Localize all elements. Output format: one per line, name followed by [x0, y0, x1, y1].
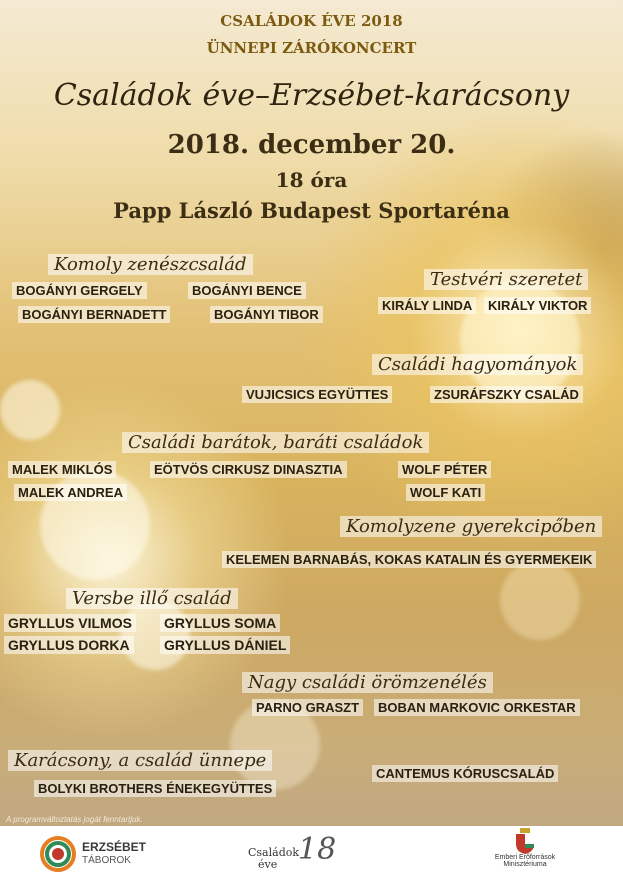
bokeh-light [0, 380, 60, 440]
performer-name: KIRÁLY VIKTOR [484, 297, 591, 314]
bokeh-light [500, 560, 580, 640]
performer-name: PARNO GRASZT [252, 699, 363, 716]
event-time: 18 óra [275, 168, 348, 192]
performer-name: ZSURÁFSZKY CSALÁD [430, 386, 583, 403]
performer-name: BOGÁNYI BERNADETT [18, 306, 170, 323]
section-title-baratok: Családi barátok, baráti családok [122, 432, 429, 453]
logo3-line2: Minisztériuma [503, 861, 547, 868]
performer-name: BOGÁNYI BENCE [188, 282, 306, 299]
section-title-versbe: Versbe illő család [66, 588, 238, 609]
section-title-nagy: Nagy családi örömzenélés [242, 672, 493, 693]
erzsebet-star-icon [38, 836, 78, 872]
performer-name: BOGÁNYI TIBOR [210, 306, 323, 323]
performer-name: MALEK ANDREA [14, 484, 127, 501]
section-title-komoly: Komoly zenészcsalád [48, 254, 253, 275]
logo2-line2: éve [258, 858, 278, 871]
performer-name: EÖTVÖS CIRKUSZ DINASZTIA [150, 461, 347, 478]
performer-name: MALEK MIKLÓS [8, 461, 116, 478]
emmi-logo [470, 828, 580, 878]
logo1-line1: ERZSÉBET [82, 840, 147, 854]
section-title-karacsony: Karácsony, a család ünnepe [8, 750, 272, 771]
logo3-line1: Emberi Erőforrások [494, 854, 556, 861]
event-title: Családok éve–Erzsébet-karácsony [53, 78, 570, 113]
header-line1: CSALÁDOK ÉVE 2018 [220, 12, 403, 30]
header-line2: ÜNNEPI ZÁRÓKONCERT [206, 39, 417, 57]
erzsebet-taborok-logo [38, 836, 178, 872]
csaladok-eve-logo [248, 832, 338, 876]
logo2-line1: Családok [248, 846, 300, 859]
performer-name: VUJICSICS EGYÜTTES [242, 386, 392, 403]
performer-name: BOBAN MARKOVIC ORKESTAR [374, 699, 580, 716]
performer-name: GRYLLUS DÁNIEL [160, 636, 290, 654]
performer-name: CANTEMUS KÓRUSCSALÁD [372, 765, 558, 782]
event-date: 2018. december 20. [167, 130, 456, 160]
performer-name: BOLYKI BROTHERS ÉNEKEGYÜTTES [34, 780, 276, 797]
footer-logos [0, 826, 623, 881]
performer-name: KELEMEN BARNABÁS, KOKAS KATALIN ÉS GYERMEKEIK [222, 551, 596, 568]
performer-name: BOGÁNYI GERGELY [12, 282, 147, 299]
performer-name: WOLF KATI [406, 484, 485, 501]
logo1-line2: TÁBOROK [82, 855, 131, 866]
performer-name: KIRÁLY LINDA [378, 297, 476, 314]
performer-name: GRYLLUS SOMA [160, 614, 280, 632]
performer-name: WOLF PÉTER [398, 461, 491, 478]
section-title-testveri: Testvéri szeretet [424, 269, 588, 290]
coat-of-arms-icon [514, 828, 536, 854]
performer-name: GRYLLUS VILMOS [4, 614, 136, 632]
section-title-gyerek: Komolyzene gyerekcipőben [340, 516, 602, 537]
disclaimer-text: A programváltoztatás jogát fenntartjuk. [6, 815, 143, 824]
event-venue: Papp László Budapest Sportaréna [113, 198, 510, 223]
logo2-mark: 18 [298, 832, 337, 867]
section-title-hagyomanyok: Családi hagyományok [372, 354, 583, 375]
performer-name: GRYLLUS DORKA [4, 636, 134, 654]
bokeh-light [120, 600, 190, 670]
